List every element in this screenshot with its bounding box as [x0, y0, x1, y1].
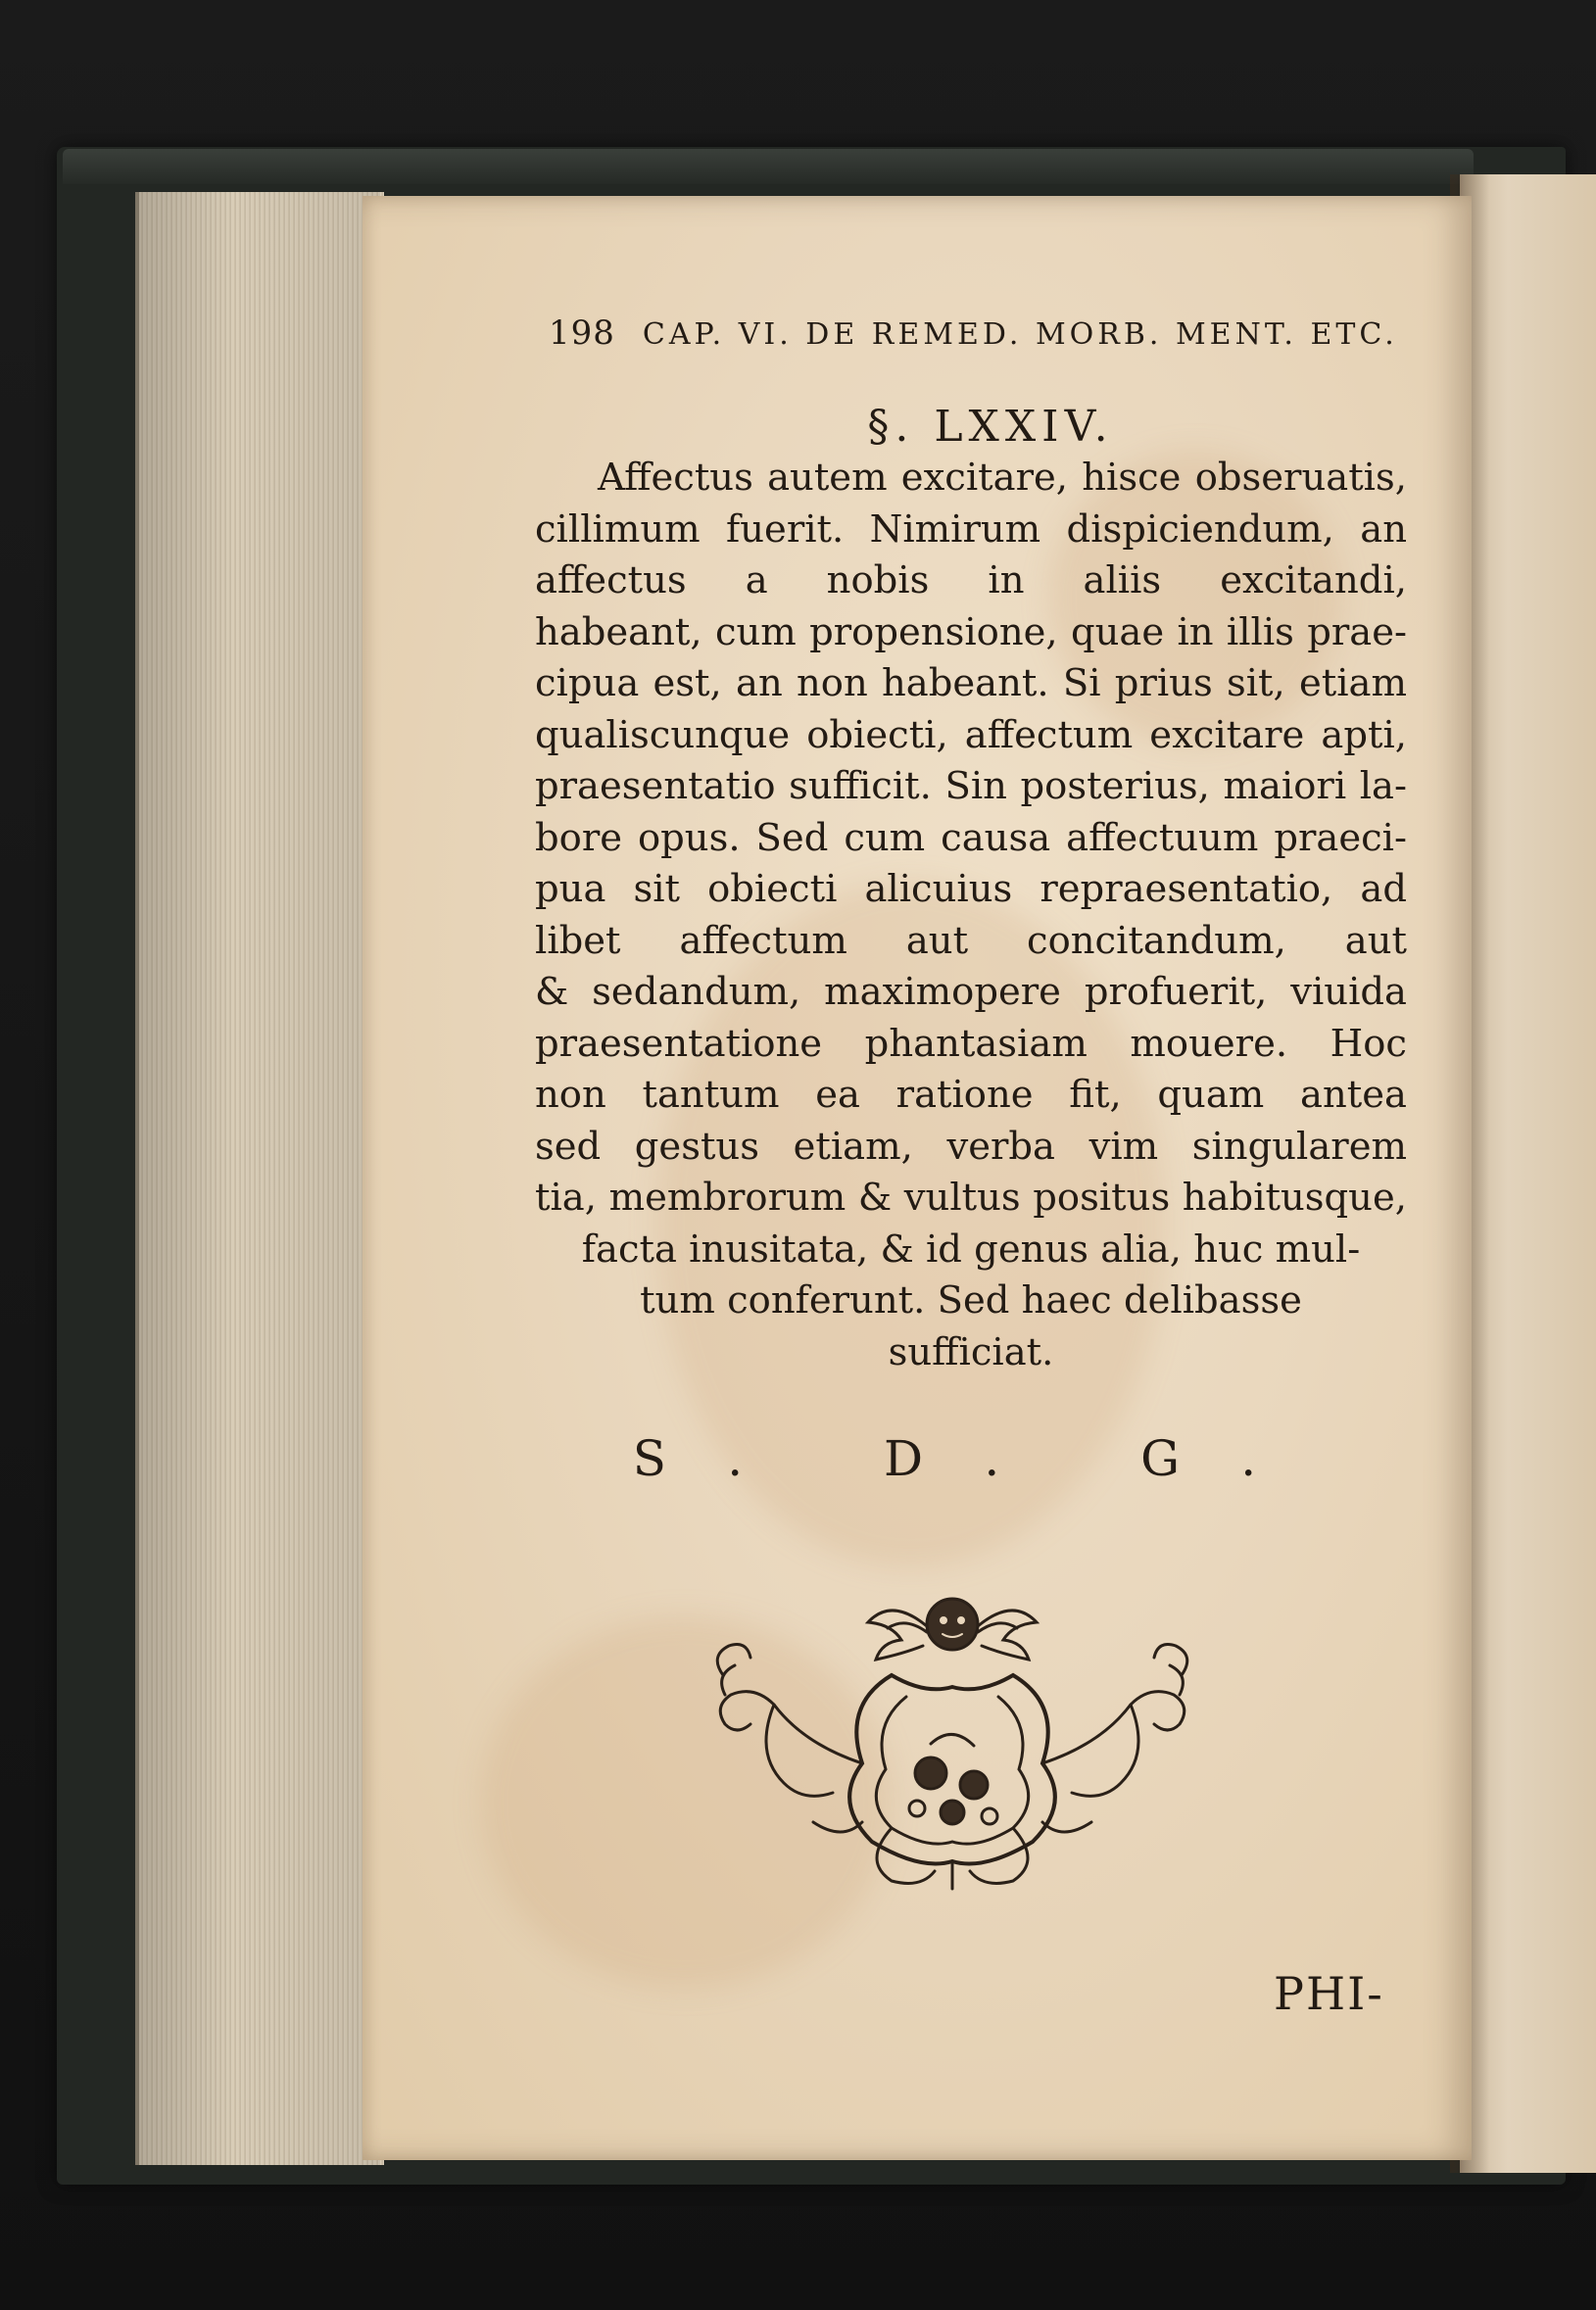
text-line: praesentatione phantasiam mouere. Hoc: [535, 1021, 1407, 1066]
text-line: qualiscunque obiecti, affectum excitare apti,: [535, 712, 1407, 757]
catchword: PHI-: [1274, 1967, 1384, 2020]
text-line: pua sit obiecti alicuius repraesentatio, ad: [535, 867, 1407, 911]
text-line: bore opus. Sed cum causa affectuum praeci-: [535, 815, 1407, 860]
text-line: & sedandum, maximopere profuerit, viuida: [535, 970, 1407, 1014]
text-line: sed gestus etiam, verba vim singularem: [535, 1124, 1407, 1169]
closing-formula: S. D. G.: [632, 1430, 1320, 1487]
page-number: 198: [549, 313, 615, 353]
tapered-line: sufficiat.: [888, 1329, 1054, 1374]
running-head: [549, 313, 1398, 362]
baroque-cherub-cartouche-ornament: [696, 1577, 1205, 1901]
text-line: Affectus autem excitare, hisce obseruatis,: [598, 456, 1407, 500]
tapered-line: tum conferunt. Sed haec delibasse: [640, 1278, 1302, 1323]
text-line: praesentatio sufficit. Sin posterius, maiori la-: [535, 764, 1407, 808]
section-heading: §. LXXIV.: [867, 402, 1114, 452]
text-line: non tantum ea ratione fit, quam antea: [535, 1073, 1407, 1117]
text-line: tia, membrorum & vultus positus habitusque,: [535, 1176, 1407, 1220]
text-line: habeant, cum propensione, quae in illis prae-: [535, 609, 1407, 654]
body-paragraph: [535, 453, 1407, 1378]
text-line: cipua est, an non habeant. Si prius sit, etiam: [535, 661, 1407, 705]
cover-top-edge: [63, 149, 1474, 184]
text-line: cillimum fuerit. Nimirum dispiciendum, an: [535, 506, 1407, 552]
text-line: libet affectum aut concitandum, aut: [535, 918, 1407, 963]
printed-page: [363, 196, 1472, 2160]
running-head-title: CAP. VI. DE REMED. MORB. MENT. ETC.: [642, 317, 1398, 352]
page-block-shading: [135, 192, 380, 2165]
text-line: affectus a nobis in aliis excitandi,: [535, 558, 1407, 602]
tapered-line: facta inusitata, & id genus alia, huc mul-: [581, 1227, 1361, 1272]
